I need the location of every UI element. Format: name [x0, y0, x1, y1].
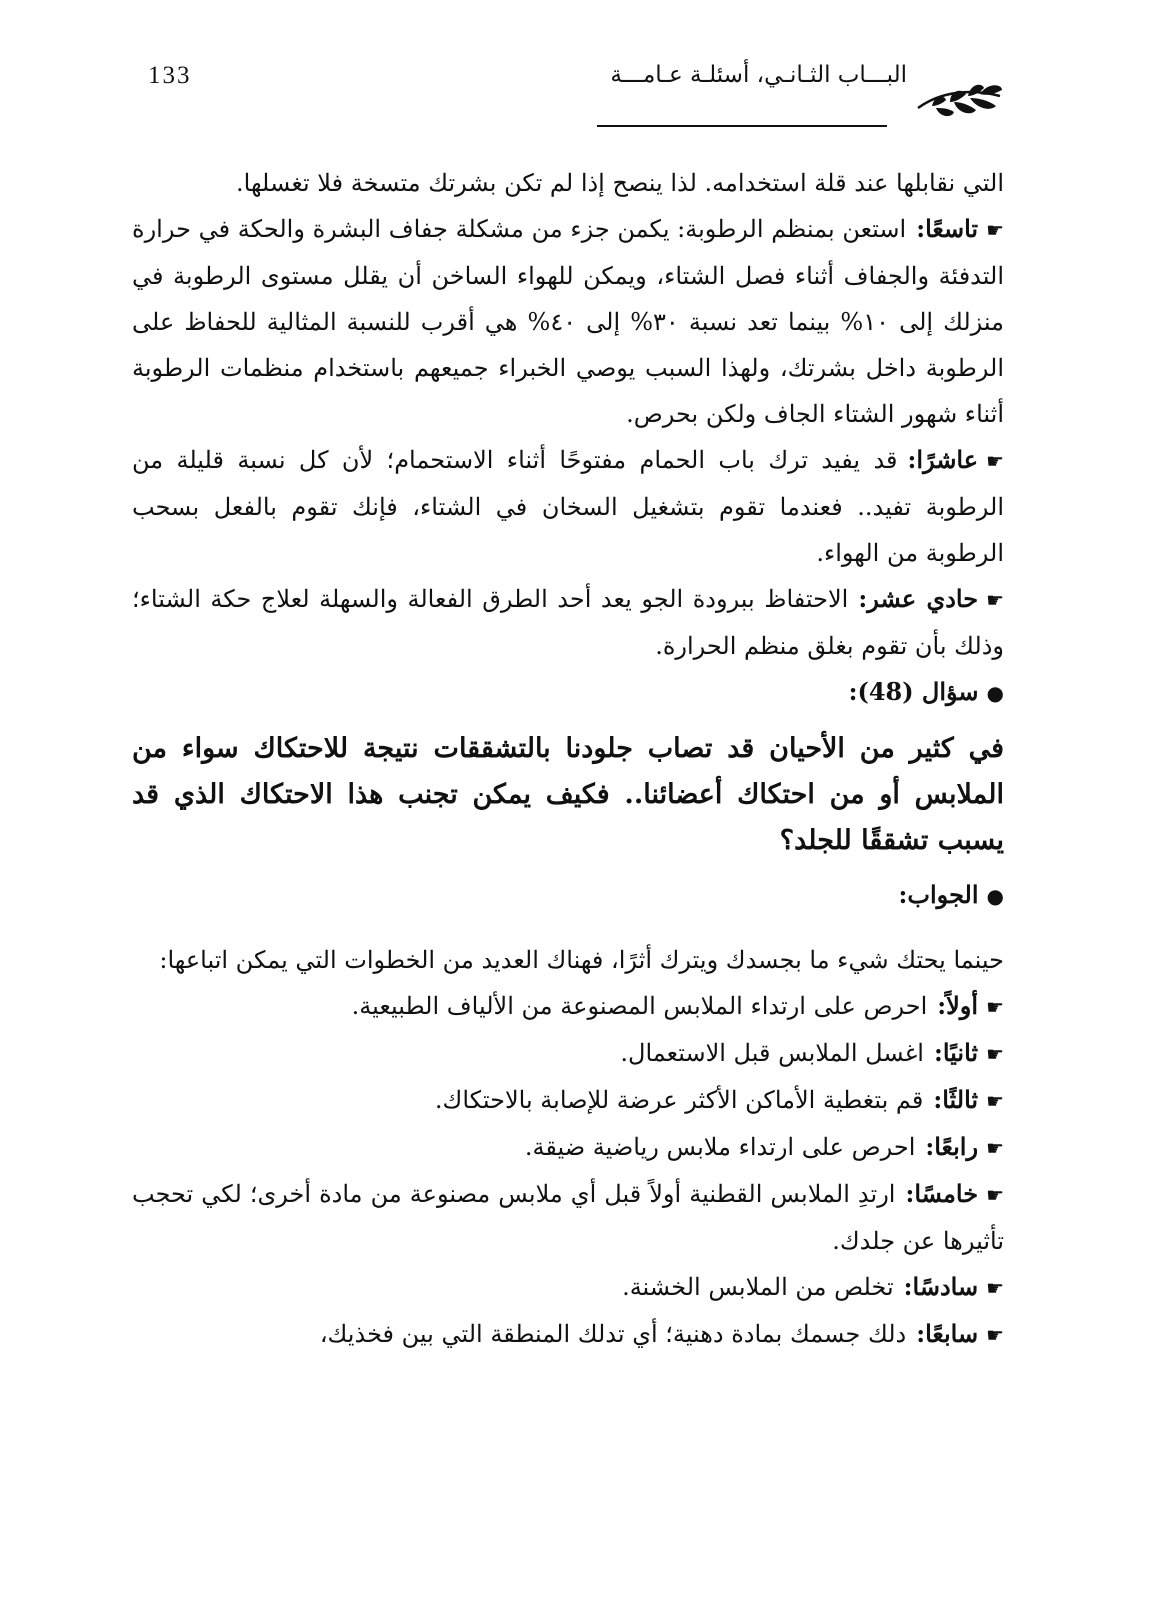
step-label: ثانيًا :: [924, 1038, 978, 1067]
steps-list: [132, 983, 1004, 1358]
step-text: اغسل الملابس قبل الاستعمال.: [620, 1039, 924, 1067]
hand-pointer-icon: ☛: [986, 1276, 1004, 1300]
hand-pointer-icon: ☛: [986, 218, 1004, 242]
intro-line: التي نقابلها عند قلة استخدامه. لذا ينصح إذا لم تكن بشرتك متسخة فلا تغسلها.: [236, 169, 1004, 197]
hand-pointer-icon: ☛: [986, 1183, 1004, 1207]
step-item-1: [132, 983, 1004, 1030]
step-item-2: [132, 1030, 1004, 1077]
hand-pointer-icon: ☛: [986, 1042, 1004, 1066]
step-label: رابعًا :: [915, 1132, 978, 1161]
step-label: خامسًا :: [895, 1179, 978, 1208]
question-label: سؤال (48):: [848, 677, 979, 706]
step-text: احرص على ارتداء الملابس المصنوعة من الألياف الطبيعية.: [351, 992, 928, 1020]
running-head: البـــاب الثـانـي، أسئلـة عـامـــة: [610, 62, 907, 88]
leaf-ornament-icon: [910, 82, 1005, 122]
tip-text: الاحتفاظ ببرودة الجو يعد أحد الطرق الفعالة والسهلة لعلاج حكة الشتاء؛ وذلك بأن تقوم بغلق منظم الحرارة.: [132, 585, 1004, 660]
step-text: احرص على ارتداء ملابس رياضية ضيقة.: [524, 1133, 916, 1161]
step-label: ثالثًا :: [923, 1085, 978, 1114]
hand-pointer-icon: ☛: [986, 1323, 1004, 1347]
apple-icon: ●: [986, 681, 1004, 705]
question-heading: [132, 669, 1004, 716]
step-text: دلك جسمك بمادة دهنية؛ أي تدلك المنطقة التي بين فخذيك،: [319, 1320, 907, 1348]
answer-heading: [132, 872, 1004, 919]
step-item-5: [132, 1171, 1004, 1264]
answer-intro: حينما يحتك شيء ما بجسدك ويترك أثرًا، فهناك العديد من الخطوات التي يمكن اتباعها:: [159, 946, 1004, 974]
step-item-4: [132, 1124, 1004, 1171]
tip-label: عاشرًا :: [898, 445, 979, 474]
hand-pointer-icon: ☛: [986, 449, 1004, 473]
page-header: [140, 58, 1005, 98]
tip-label: حادي عشر :: [848, 584, 978, 613]
step-label: سادسًا :: [894, 1272, 978, 1301]
question-text: في كثير من الأحيان قد تصاب جلودنا بالتشققات نتيجة للاحتكاك سواء من الملابس أو من احتكاك أعضائنا.. فكيف يمكن تجنب هذا الاحتكاك الذي قد يسبب تشققًا للجلد؟: [132, 733, 1004, 856]
tip-label: تاسعًا :: [906, 214, 978, 243]
step-text: قم بتغطية الأماكن الأكثر عرضة للإصابة بالاحتكاك.: [434, 1086, 924, 1114]
step-item-7: [132, 1311, 1004, 1358]
header-rule: [597, 125, 887, 127]
step-item-3: [132, 1077, 1004, 1124]
hand-pointer-icon: ☛: [986, 1089, 1004, 1113]
tip-item-9: [132, 206, 1004, 437]
step-item-6: [132, 1264, 1004, 1311]
hand-pointer-icon: ☛: [986, 995, 1004, 1019]
tip-text: استعن بمنظم الرطوبة: يكمن جزء من مشكلة جفاف البشرة والحكة في حرارة التدفئة والجفاف أثناء فصل الشتاء، ويمكن للهواء الساخن أن يقلل مستوى الرطوبة في منزلك إلى ١٠% بينما تعد نسبة ٣٠% إلى ٤٠% هي أقرب للنسبة المثالية للحفاظ على الرطوبة داخل بشرتك، ولهذا السبب يوصي الخبراء جميعهم باستخدام منظمات الرطوبة أثناء شهور الشتاء الجاف ولكن بحرص.: [132, 215, 1004, 428]
page-number: 133: [148, 62, 192, 89]
page-body: [132, 160, 1004, 1358]
step-label: سابعًا :: [906, 1319, 978, 1348]
apple-icon: ●: [986, 884, 1004, 908]
hand-pointer-icon: ☛: [986, 588, 1005, 612]
answer-label: الجواب:: [898, 880, 979, 909]
step-text: تخلص من الملابس الخشنة.: [622, 1273, 894, 1301]
step-text: ارتدِ الملابس القطنية أولاً قبل أي ملابس مصنوعة من مادة أخرى؛ لكي تحجب تأثيرها عن جلدك.: [132, 1180, 1004, 1255]
tip-text: قد يفيد ترك باب الحمام مفتوحًا أثناء الاستحمام؛ لأن كل نسبة قليلة من الرطوبة تفيد.. فعندما تقوم بتشغيل السخان في الشتاء، فإنك تقوم بالفعل بسحب الرطوبة من الهواء.: [132, 446, 1004, 567]
hand-pointer-icon: ☛: [986, 1136, 1004, 1160]
tip-item-11: [132, 576, 1004, 669]
step-label: أولاً :: [927, 991, 978, 1020]
tip-item-10: [132, 437, 1004, 576]
